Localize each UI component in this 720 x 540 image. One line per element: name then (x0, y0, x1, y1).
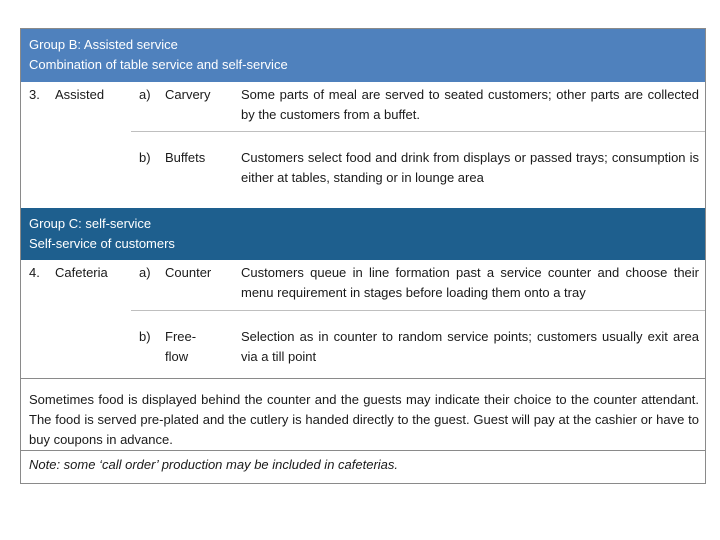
row3a-label: Carvery (165, 87, 211, 102)
note-text: Note: some ‘call order’ production may be included in cafeterias. (29, 457, 399, 472)
row3b-label: Buffets (165, 150, 206, 165)
row4-divider (131, 310, 705, 311)
row3b-description: Customers select food and drink from displays or passed trays; consumption is either at tables, standing or in lounge area (241, 150, 699, 185)
row4a-label: Counter (165, 265, 212, 280)
group-b-subtitle: Combination of table service and self-service (29, 57, 288, 72)
row3a-description: Some parts of meal are served to seated customers; other parts are collected by the customers from a buffet. (241, 87, 699, 122)
row4a-description: Customers queue in line formation past a service counter and choose their menu requirement in stages before loading them onto a tray (241, 265, 699, 300)
row4b-label-line1: Free- (165, 329, 197, 344)
row4a-letter: a) (139, 265, 151, 280)
row4-name: Cafeteria (55, 265, 108, 280)
group-c-header (21, 208, 705, 260)
row3-name: Assisted (55, 87, 105, 102)
cafeteria-paragraph: Sometimes food is displayed behind the counter and the guests may indicate their choice to the counter attendant. The food is served pre-plated and the cutlery is handed directly to the guest. Guest will pay at the cashier or have to buy coupons in advance. (29, 392, 699, 447)
row3-divider (131, 131, 705, 132)
row3a-letter: a) (139, 87, 151, 102)
row4b-letter: b) (139, 329, 151, 344)
group-b-title: Group B: Assisted service (29, 37, 178, 52)
row4-number: 4. (29, 265, 40, 280)
service-table (20, 28, 706, 484)
note-top-rule (21, 450, 705, 451)
row4b-description: Selection as in counter to random service points; customers usually exit area via a till point (241, 329, 699, 364)
paragraph-top-rule (21, 378, 705, 379)
group-c-title: Group C: self-service (29, 216, 152, 231)
row3-number: 3. (29, 87, 40, 102)
row3b-letter: b) (139, 150, 151, 165)
row4b-label-line2: flow (165, 349, 189, 364)
group-c-subtitle: Self-service of customers (29, 236, 175, 251)
group-b-header (21, 29, 705, 82)
